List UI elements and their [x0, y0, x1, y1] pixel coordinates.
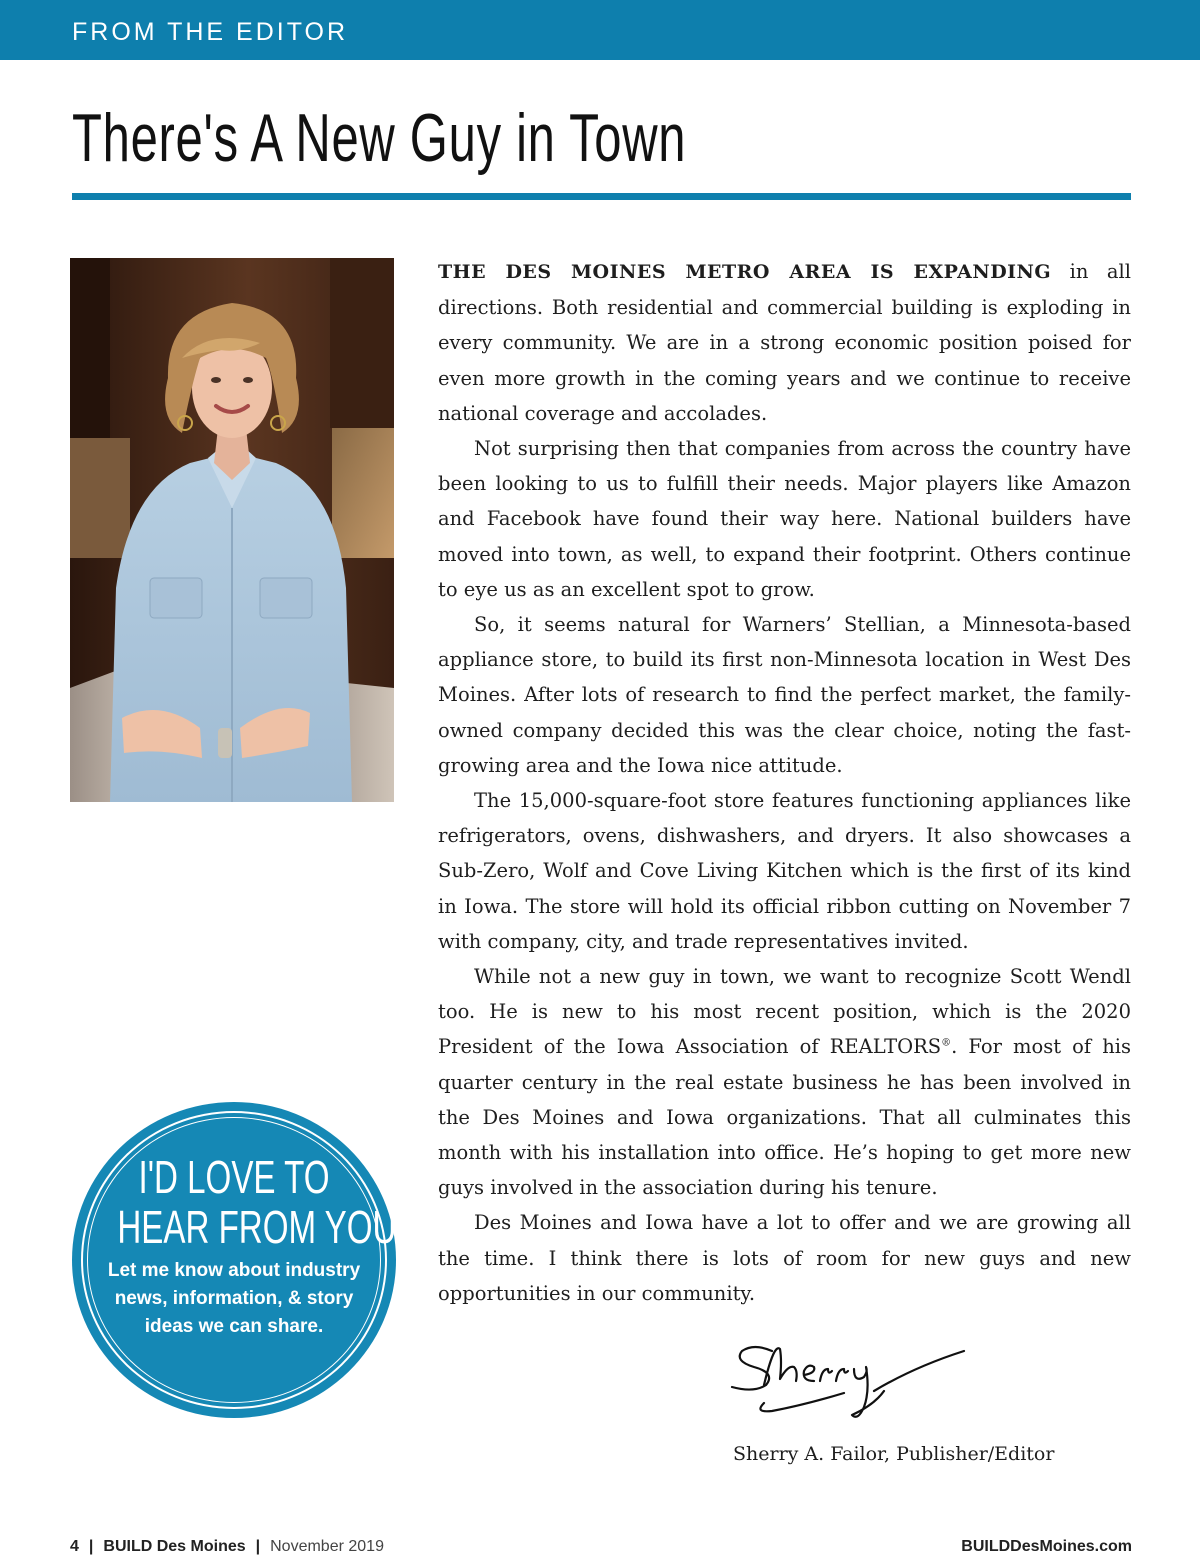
section-label: FROM THE EDITOR: [72, 18, 349, 46]
publication-name: BUILD Des Moines: [103, 1538, 246, 1555]
editor-portrait-photo: [70, 258, 394, 802]
issue-date: November 2019: [270, 1538, 384, 1555]
article-headline: There's A New Guy in Town: [72, 100, 687, 176]
article-paragraph: [438, 254, 1131, 431]
article-paragraph: [438, 959, 1131, 1205]
page-number: 4: [70, 1538, 79, 1555]
section-header-bar: [0, 0, 1200, 60]
paragraph-text: While not a new guy in town, we want to recognize Scott Wendl too. He is new to his most recent position, which is the 2020 President of the Iowa Association of REALTORS: [438, 965, 1131, 1059]
footer-separator: |: [255, 1538, 261, 1555]
callout-heading-line1: I'D LOVE TO: [138, 1151, 330, 1203]
paragraph-text: . For most of his quarter century in the real estate business he has been involved in the Des Moines and Iowa organizations. That all culminates this month with his installation into office. He’s hoping to get more new guys involved in the association during his tenure.: [438, 1035, 1132, 1200]
article-body: [438, 254, 1131, 1311]
lead-text: in all directions. Both residential and commercial building is exploding in every community. We are in a strong economic position poised for even more growth in the coming years and we continue to receive national coverage and accolades.: [438, 260, 1131, 425]
article-paragraph: So, it seems natural for Warners’ Stellian, a Minnesota-based appliance store, to build its first non-Minnesota location in West Des Moines. After lots of research to find the perfect market, the family-owned company decided this was the clear choice, noting the fast-growing area and the Iowa nice attitude.: [438, 613, 1131, 777]
registered-mark: ®: [941, 1037, 952, 1049]
article-paragraph: Not surprising then that companies from across the country have been looking to us to fulfill their needs. Major players like Amazon and Facebook have found their way here. National builders have moved into town, as well, to expand their footprint. Others continue to eye us as an excellent spot to grow.: [438, 437, 1131, 601]
website-link[interactable]: BUILDDesMoines.com: [961, 1538, 1132, 1555]
callout-heading-line2: HEAR FROM YOU!: [117, 1201, 406, 1253]
article-paragraph: Des Moines and Iowa have a lot to offer and we are growing all the time. I think there is lots of room for new guys and new opportunities in our community.: [438, 1211, 1131, 1305]
lead-in-caps: THE DES MOINES METRO AREA IS EXPANDING: [438, 261, 1052, 283]
page-footer: [70, 1538, 1132, 1560]
footer-left: [70, 1538, 384, 1556]
headline-rule: [72, 193, 1131, 200]
handwritten-signature: [724, 1335, 974, 1435]
contact-callout-circle: [72, 1102, 406, 1418]
article-paragraph: The 15,000-square-foot store features functioning appliances like refrigerators, ovens, dishwashers, and dryers. It also showcases a Sub-Zero, Wolf and Cove Living Kitchen which is the first of its kind in Iowa. The store will hold its official ribbon cutting on November 7 with company, city, and trade representatives invited.: [438, 789, 1131, 953]
footer-separator: |: [88, 1538, 94, 1555]
callout-body: Let me know about industry news, information, & story ideas we can share.: [107, 1260, 361, 1337]
byline: Sherry A. Failor, Publisher/Editor: [733, 1443, 1055, 1465]
